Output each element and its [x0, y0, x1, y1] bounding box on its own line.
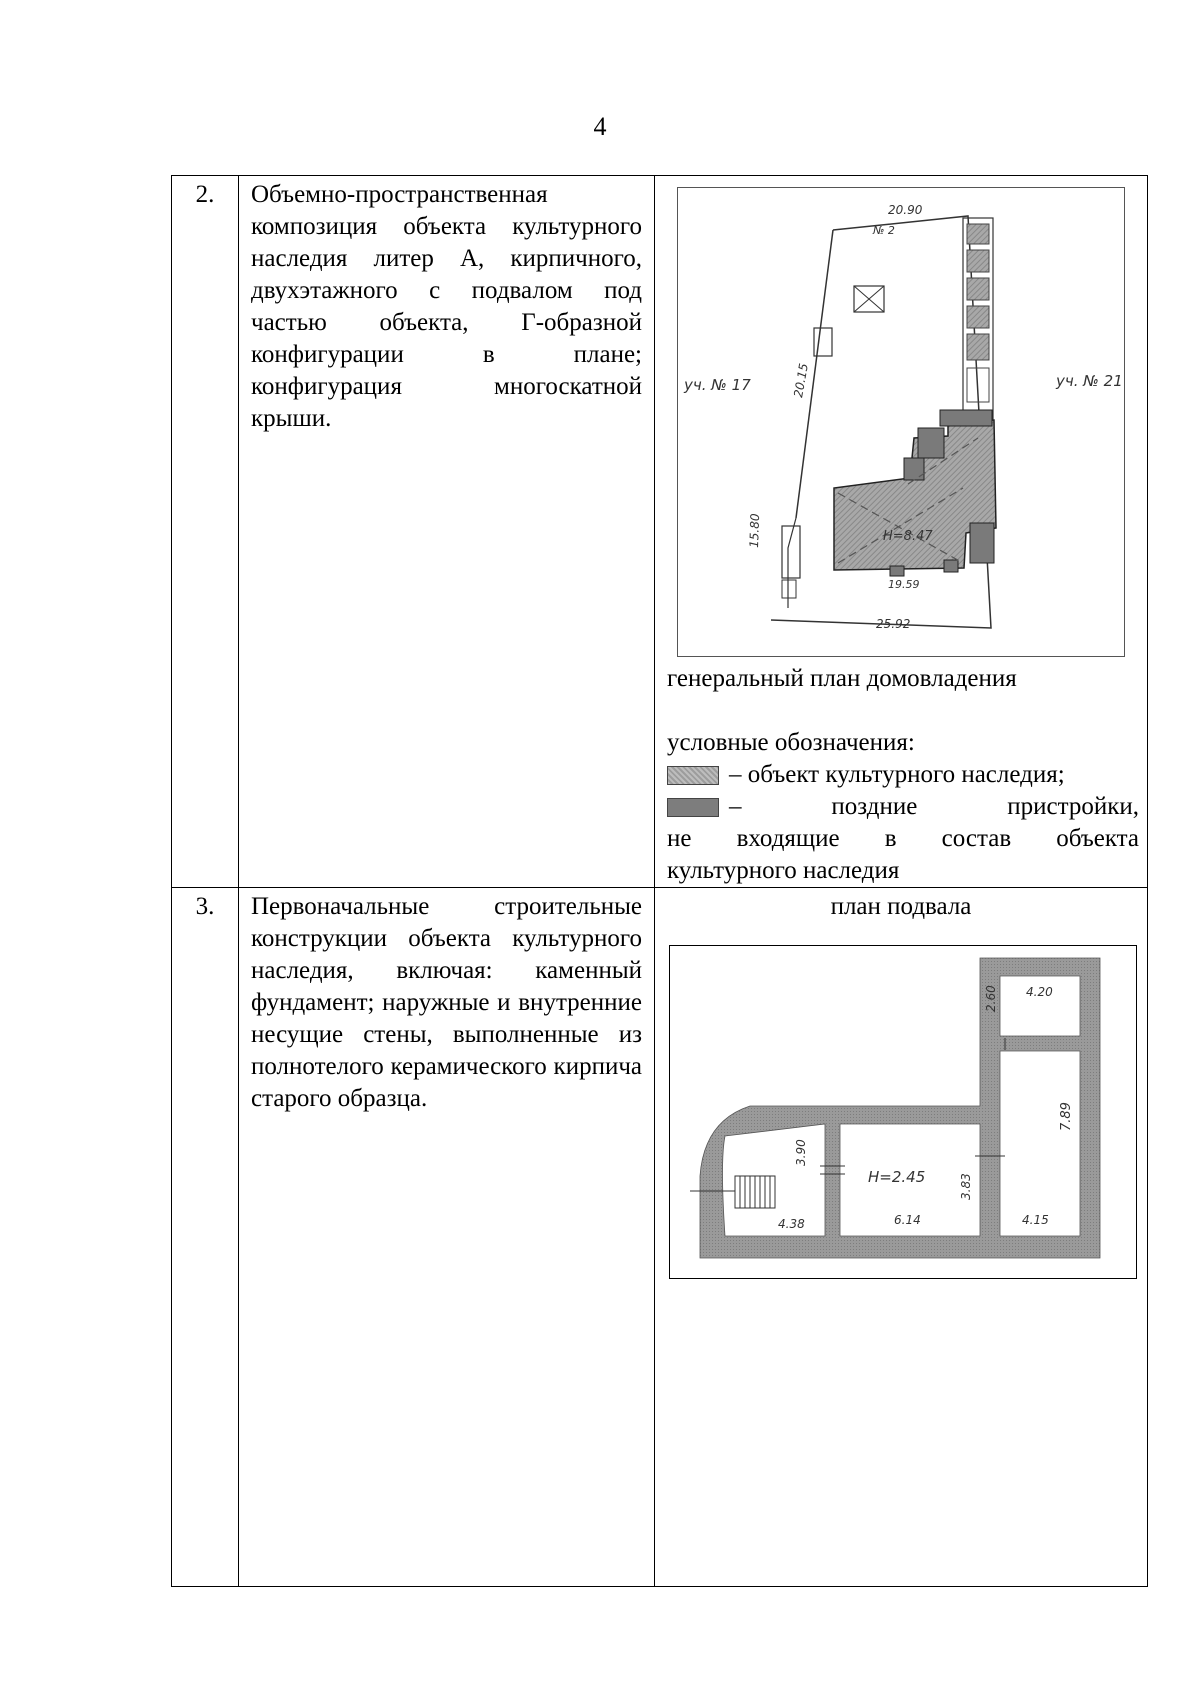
dim-middle-height: Н=2.45 — [868, 1168, 926, 1186]
dim-left-bottom: 4.38 — [778, 1217, 805, 1231]
page-number: 4 — [593, 112, 607, 141]
figure-cell — [655, 888, 1148, 1587]
content-table — [171, 175, 1148, 1587]
dark-swatch-icon — [667, 798, 719, 817]
dim-middle-side: 3.83 — [959, 1173, 973, 1200]
dim-middle-width: 6.14 — [894, 1213, 921, 1227]
description-cell — [239, 176, 655, 888]
table-row — [172, 176, 1148, 888]
legend — [655, 727, 1147, 887]
legend-item-heritage — [667, 759, 1139, 791]
description-text: Первоначальные строительные конструкции объекта культурного наследия, включая: каменный фундамент; наружные и внутренние несущие стены, выполненные из полнотелого керамического кирпича старого образца. — [251, 893, 642, 1112]
site-plan-figure — [677, 187, 1125, 657]
light-swatch-icon — [667, 766, 719, 785]
legend-word: поздние — [831, 793, 918, 820]
description-text: Объемно-пространственная композиция объекта культурного наследия литер А, кирпичного, двухэтажного с подвалом под частью объекта, Г-образной конфигурации в плане; конфигурация многоскатной крыши. — [251, 181, 642, 432]
neighbor-right-label: уч. № 21 — [1056, 372, 1123, 390]
height-label: Н=8.47 — [883, 529, 933, 544]
legend-line: не входящие в состав объекта — [667, 825, 1139, 852]
row-number-cell — [172, 176, 239, 888]
dim-room-top: 4.20 — [1026, 985, 1053, 999]
lot-number: № 2 — [873, 224, 895, 237]
legend-line: культурного наследия — [667, 857, 900, 884]
figure-cell — [655, 176, 1148, 888]
description-cell — [239, 888, 655, 1587]
legend-item-text: – объект культурного наследия; — [729, 761, 1065, 788]
legend-item-annexes — [667, 791, 1139, 823]
dim-left-short: 15.80 — [747, 513, 763, 549]
dim-top: 20.90 — [888, 203, 923, 217]
legend-title: условные обозначения: — [667, 729, 915, 756]
dim-left-long: 20.15 — [791, 362, 811, 399]
basement-plan-figure — [669, 945, 1137, 1279]
dim-left-side: 3.90 — [794, 1139, 808, 1166]
legend-dash: – — [729, 793, 742, 820]
basement-plan-drawing — [670, 946, 1136, 1278]
dim-bottom-inner: 19.59 — [888, 578, 920, 591]
row-number-cell — [172, 888, 239, 1587]
row-number: 3. — [195, 893, 215, 920]
neighbor-left-label: уч. № 17 — [684, 376, 751, 394]
table-row — [172, 888, 1148, 1587]
legend-word: пристройки, — [1007, 793, 1139, 820]
dim-right-room-bottom: 4.15 — [1022, 1213, 1049, 1227]
dim-room-top-side: 2.60 — [984, 985, 998, 1012]
figure-title: план подвала — [830, 893, 972, 920]
site-plan-drawing — [678, 188, 1124, 656]
figure-caption: генеральный план домовладения — [667, 665, 1017, 692]
row-number: 2. — [195, 181, 215, 208]
dim-right-room: 7.89 — [1059, 1102, 1074, 1131]
dim-bottom: 25.92 — [876, 617, 911, 631]
